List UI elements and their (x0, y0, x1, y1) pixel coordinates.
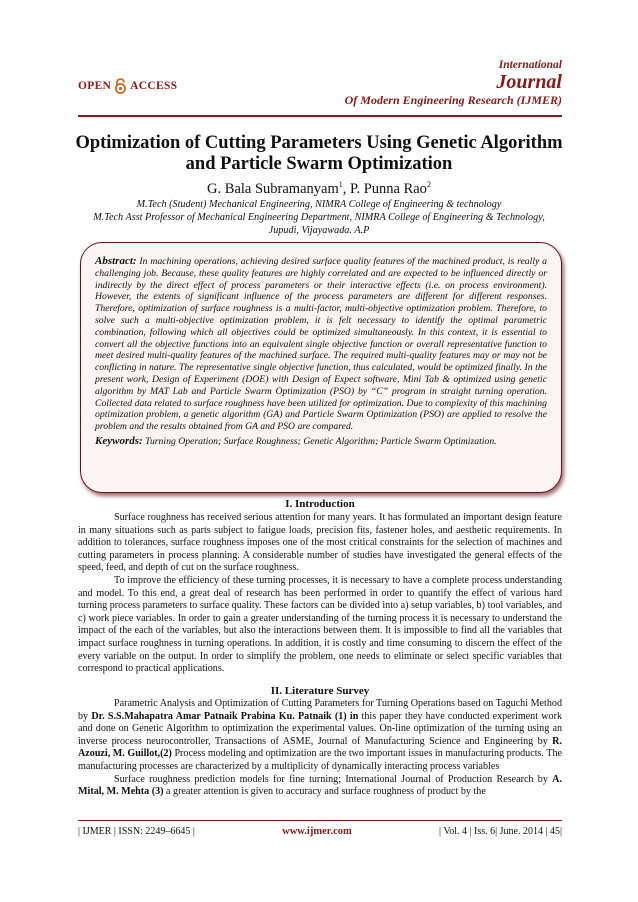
affiliation-2: M.Tech Asst Professor of Mechanical Engineering Department, NIMRA College of Engineering & Technology, (93, 212, 545, 223)
paragraph (78, 774, 562, 799)
journal-website-link[interactable]: www.ijmer.com (282, 826, 352, 837)
abstract-label: Abstract: (95, 255, 137, 267)
author-superscript: 1 (338, 180, 343, 189)
text-run: Surface roughness prediction models for fine turning; International Journal of Production Research by (114, 773, 553, 785)
header-divider (78, 115, 562, 117)
paragraph: Surface roughness has received serious attention for many years. It has formulated an important design feature in many situations such as parts subject to fatigue loads, precision fits, fastener holes, and aesthetic requirements. In addition to tolerances, surface roughness imposes one of the most critical constraints for the selection of machines and cutting parameters in process planning. A considerable number of studies have investigated the general effects of the speed, feed, and depth of cut on the surface roughness. (78, 512, 562, 574)
citation-authors: Dr. S.S.Mahapatra Amar Patnaik Prabina Ku. Patnaik (1) in (91, 710, 359, 722)
text-run: a greater attention is given to accuracy and surface roughness of product by the (163, 786, 486, 798)
author-list (60, 180, 578, 198)
open-access-logo (78, 78, 177, 94)
introduction-body (78, 512, 562, 676)
open-access-label-right: ACCESS (130, 80, 178, 92)
abstract-box (80, 242, 562, 493)
page-footer (78, 826, 562, 837)
affiliation-1: M.Tech (Student) Mechanical Engineering, NIMRA College of Engineering & technology (136, 199, 502, 210)
affiliation-3: Jupudi, Vijayawada. A.P (268, 225, 370, 236)
footer-volume-page: | Vol. 4 | Iss. 6| June. 2014 | 45| (439, 826, 562, 837)
title-line-1: Optimization of Cutting Parameters Using Genetic Algorithm (75, 133, 563, 153)
footer-divider (78, 820, 562, 821)
title-line-2: and Particle Swarm Optimization (185, 154, 453, 174)
journal-line-3: Of Modern Engineering Research (IJMER) (344, 93, 562, 107)
author-name: , P. Punna Rao (342, 180, 427, 197)
footer-issn: | IJMER | ISSN: 2249–6645 | (78, 826, 195, 837)
journal-name (345, 58, 562, 108)
author-superscript: 2 (426, 180, 431, 189)
author-name: G. Bala Subramanyam (207, 180, 339, 197)
text-run: Parametric Analysis and Optimization of Cutting Parameters for Turning Operations based on Taguchi Method by (78, 698, 562, 722)
paper-title (60, 133, 578, 175)
keywords-label: Keywords: (95, 434, 143, 447)
abstract-body: In machining operations, achieving desired surface quality features of the machined product, is really a challenging job. Because, these quality features are highly correlated and are expected to be influenced directly or indirectly by the direct effect of process parameters or their interactive effects (i.e. on process environment). However, the extents of significant influence of the process parameters are different for different responses. Therefore, optimization of surface roughness is a multi-factor, multi-objective optimization problem. Therefore, to solve such a multi-objective optimization problem, it is felt necessary to identify the optimal parametric combination, following which all objectives could be optimized simultaneously. In this context, it is essential to convert all the objective functions into an equivalent single objective function or overall representative function to meet desired multi-quality features of the machined surface. The required multi-quality features may or may not be conflicting in nature. The representative single objective function, thus calculated, would be optimized finally. In the present work, Design of Experiment (DOE) with Design of Expect software, Mini Tab & optimized using genetic algorithm by MAT Lab and Particle Swarm Optimization (PSO) by “C” program in straight turning operation. Collected data related to surface roughness have been utilized for optimization. Due to complexity of this machining optimization problem, a genetic algorithm (GA) and Particle Swarm Optimization (PSO) are applied to resolve the problem and the results obtained from GA and PSO are compared. (95, 256, 547, 433)
section-heading-literature-survey: II. Literature Survey (270, 685, 370, 697)
open-access-label-left: OPEN (78, 80, 112, 92)
text-run: this paper they have conducted experiment work and done on Genetic Algorithm to optimization the experimental values. On-line optimization of the turning using an inverse process neurocontroller, Transactions of ASME, Journal of Manufacturing Science and Engineering by (78, 710, 562, 747)
citation-authors: R. Azouzi, M. Guillot,(2) (78, 735, 562, 760)
keywords-text: Turning Operation; Surface Roughness; Genetic Algorithm; Particle Swarm Optimization. (145, 435, 497, 447)
citation-authors: A. Mital, M. Mehta (3) (78, 773, 562, 798)
open-lock-icon (114, 78, 127, 94)
section-heading-introduction: I. Introduction (285, 498, 355, 510)
paragraph (78, 698, 562, 774)
abstract-text (95, 256, 547, 433)
literature-body (78, 698, 562, 799)
journal-header (78, 58, 562, 114)
keywords-line (95, 435, 547, 448)
text-run: Process modeling and optimization are the two important issues in manufacturing products. The manufacturing processes are characterized by a multiplicity of dynamically interacting process variables (78, 748, 562, 772)
paragraph: To improve the efficiency of these turning processes, it is necessary to have a complete process understanding and model. To this end, a great deal of research has been performed in order to quantify the effect of various hard turning process parameters to surface quality. These factors can be divided into a) setup variables, b) tool variables, and c) work piece variables. In order to gain a greater understanding of the turning process it is necessary to understand the impact of the each of the variables, but also the interactions between them. It is impossible to find all the variables that impact surface roughness in turning operations. In addition, it is costly and time consuming to discern the effect of the every variable on the output. In order to simplify the problem, one needs to eliminate or select specific variables that correspond to practical applications. (78, 574, 562, 675)
journal-line-1: International (498, 59, 562, 71)
journal-line-2: Journal (496, 71, 562, 93)
